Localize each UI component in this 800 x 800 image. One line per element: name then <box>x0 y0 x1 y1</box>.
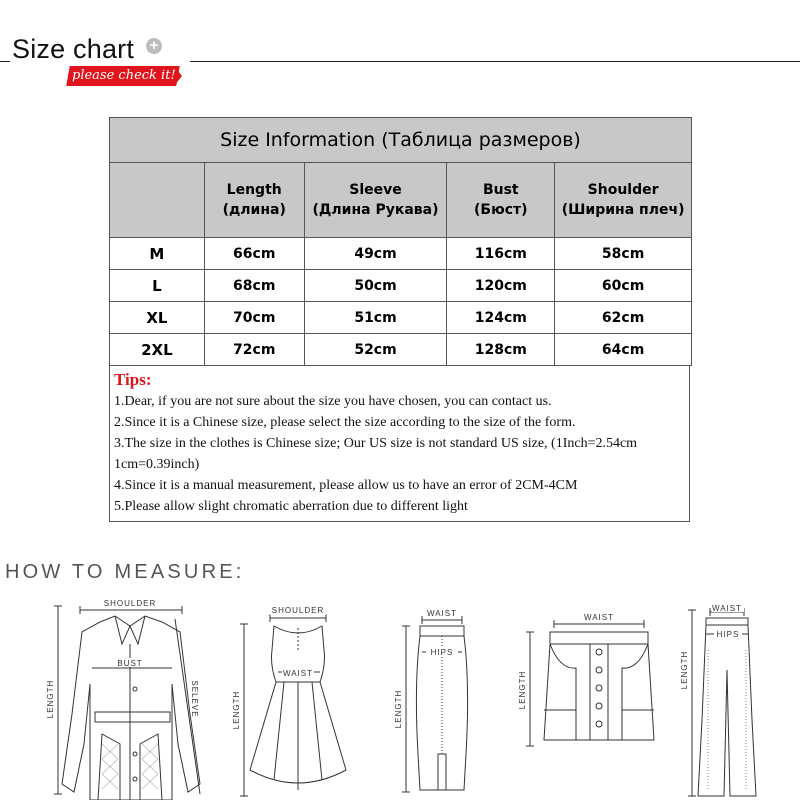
tips-title: Tips: <box>114 370 152 389</box>
table-row <box>110 302 692 334</box>
dress-shoulder-label: SHOULDER <box>271 606 325 615</box>
jacket-diagram <box>40 594 215 800</box>
skirt-length-label: LENGTH <box>394 689 403 729</box>
pants-waist-label: WAIST <box>711 604 743 613</box>
size-cell: L <box>110 270 205 302</box>
table-row <box>110 270 692 302</box>
table-title: Size Information (Таблица размеров) <box>110 118 692 163</box>
dress-diagram <box>228 600 348 800</box>
skirt-waist-label: WAIST <box>426 609 458 618</box>
badge-text: please check it! <box>72 68 176 83</box>
shorts-waist-label: WAIST <box>583 613 615 622</box>
tip-line: 1.Dear, if you are not sure about the size you have chosen, you can contact us. <box>114 394 552 409</box>
pants-length-label: LENGTH <box>680 650 689 690</box>
dress-waist-label: WAIST <box>282 669 314 678</box>
jacket-bust-label: BUST <box>117 659 143 668</box>
size-cell: M <box>110 238 205 270</box>
bust-cell: 128cm <box>447 334 555 366</box>
dress-length-label: LENGTH <box>232 690 241 730</box>
plus-icon: + <box>146 38 162 54</box>
header-sleeve: Sleeve (Длина Рукава) <box>304 163 447 238</box>
shoulder-cell: 60cm <box>555 270 692 302</box>
tip-line: 1cm=0.39inch) <box>114 457 200 472</box>
shoulder-cell: 62cm <box>555 302 692 334</box>
shoulder-cell: 64cm <box>555 334 692 366</box>
table-row <box>110 334 692 366</box>
header-bust: Bust (Бюст) <box>447 163 555 238</box>
skirt-diagram <box>392 604 492 800</box>
pants-diagram <box>678 600 778 800</box>
length-cell: 66cm <box>204 238 304 270</box>
header-rule <box>190 61 800 62</box>
length-cell: 72cm <box>204 334 304 366</box>
jacket-shoulder-label: SHOULDER <box>103 599 157 608</box>
header-shoulder: Shoulder (Ширина плеч) <box>555 163 692 238</box>
header-rule-left <box>0 61 10 62</box>
sleeve-cell: 52cm <box>304 334 447 366</box>
header-size-blank <box>110 163 205 238</box>
sleeve-cell: 50cm <box>304 270 447 302</box>
skirt-hips-label: HIPS <box>430 648 454 657</box>
tip-line: 5.Please allow slight chromatic aberration due to different light <box>114 499 468 514</box>
tip-line: 4.Since it is a manual measurement, please allow us to have an error of 2CM-4CM <box>114 478 578 493</box>
size-cell: XL <box>110 302 205 334</box>
sleeve-cell: 49cm <box>304 238 447 270</box>
size-cell: 2XL <box>110 334 205 366</box>
jacket-length-label: LENGTH <box>46 679 55 719</box>
bust-cell: 116cm <box>447 238 555 270</box>
pants-hips-label: HIPS <box>716 630 740 639</box>
check-badge <box>64 66 182 90</box>
table-row <box>110 238 692 270</box>
size-table <box>109 117 692 366</box>
how-to-measure-heading: HOW TO MEASURE: <box>5 561 245 583</box>
shorts-diagram <box>514 610 674 760</box>
shoulder-cell: 58cm <box>555 238 692 270</box>
tips-box <box>109 366 690 522</box>
length-cell: 68cm <box>204 270 304 302</box>
bust-cell: 120cm <box>447 270 555 302</box>
tip-line: 3.The size in the clothes is Chinese size; Our US size is not standard US size, (1Inch=2.54cm <box>114 436 638 451</box>
sleeve-cell: 51cm <box>304 302 447 334</box>
header-length: Length (длина) <box>204 163 304 238</box>
shorts-length-label: LENGTH <box>518 670 527 710</box>
jacket-sleeve-label: SELEVE <box>190 680 199 718</box>
bust-cell: 124cm <box>447 302 555 334</box>
length-cell: 70cm <box>204 302 304 334</box>
tip-line: 2.Since it is a Chinese size, please select the size according to the size of the form. <box>114 415 576 430</box>
page-title: Size chart <box>12 34 135 64</box>
